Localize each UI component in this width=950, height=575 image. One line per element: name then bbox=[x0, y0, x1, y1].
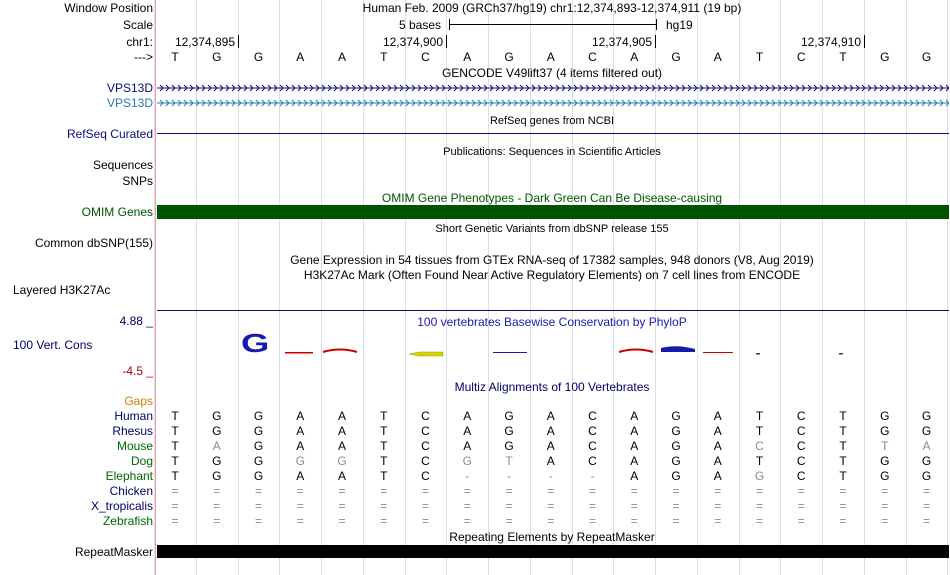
alignment-base: T bbox=[171, 424, 179, 438]
alignment-base: T bbox=[171, 439, 179, 453]
alignment-base: A bbox=[463, 409, 472, 423]
alignment-base: = bbox=[171, 514, 179, 528]
alignment-base: G bbox=[880, 424, 890, 438]
alignment-base: T bbox=[171, 469, 179, 483]
alignment-base: = bbox=[839, 514, 847, 528]
alignment-base: = bbox=[254, 514, 262, 528]
alignment-base: G bbox=[253, 454, 264, 468]
gencode-track-title: GENCODE V49lift37 (4 items filtered out) bbox=[441, 66, 663, 80]
alignment-base: A bbox=[713, 454, 722, 468]
strand-arrow-label: ---> bbox=[134, 50, 153, 64]
alignment-base: G bbox=[295, 454, 305, 468]
alignment-base: T bbox=[380, 409, 388, 423]
omim-gene-bar[interactable] bbox=[157, 205, 949, 219]
alignment-base: = bbox=[881, 499, 889, 513]
gtex-track-title: Gene Expression in 54 tissues from GTEx RNA-seq of 17382 samples, 948 donors (V8, Aug 2019) bbox=[290, 253, 814, 267]
alignment-base: A bbox=[713, 439, 722, 453]
reference-base: A bbox=[630, 50, 639, 64]
alignment-base: - bbox=[465, 469, 470, 483]
alignment-base: G bbox=[921, 469, 932, 483]
alignment-base: = bbox=[755, 499, 763, 513]
alignment-base: = bbox=[338, 514, 346, 528]
reference-base: T bbox=[171, 50, 179, 64]
alignment-base: = bbox=[714, 499, 722, 513]
alignment-base: A bbox=[713, 424, 722, 438]
alignment-base: = bbox=[714, 514, 722, 528]
scale-label: Scale bbox=[122, 18, 153, 32]
alignment-base: T bbox=[839, 439, 847, 453]
alignment-base: = bbox=[338, 484, 346, 498]
layered-h3k27ac-label[interactable]: Layered H3K27Ac bbox=[13, 283, 111, 297]
ruler-tick bbox=[446, 35, 447, 48]
alignment-base: G bbox=[212, 409, 222, 423]
alignment-base: = bbox=[588, 484, 596, 498]
alignment-base: = bbox=[213, 499, 221, 513]
alignment-base: - bbox=[507, 469, 511, 483]
assembly-position-text: Human Feb. 2009 (GRCh37/hg19) chr1:12,374,893-12,374,911 (19 bp) bbox=[362, 1, 742, 15]
alignment-base: A bbox=[713, 409, 722, 423]
alignment-base: = bbox=[839, 499, 847, 513]
reference-base: A bbox=[337, 50, 346, 64]
alignment-base: = bbox=[296, 499, 304, 513]
alignment-base: = bbox=[547, 484, 555, 498]
species-label[interactable]: Elephant bbox=[105, 469, 153, 483]
scale-bar-left-tick bbox=[449, 19, 450, 30]
alignment-base: G bbox=[337, 454, 347, 468]
alignment-base: = bbox=[547, 499, 555, 513]
refseq-curated-label[interactable]: RefSeq Curated bbox=[66, 127, 153, 141]
alignment-base: G bbox=[212, 469, 222, 483]
alignment-base: = bbox=[881, 514, 889, 528]
reference-base: C bbox=[588, 50, 597, 64]
reference-base: C bbox=[796, 50, 806, 64]
scale-bases-text: 5 bases bbox=[399, 18, 442, 32]
reference-base: G bbox=[921, 50, 932, 64]
alignment-base: = bbox=[213, 484, 221, 498]
alignment-base: = bbox=[755, 514, 763, 528]
reference-base: A bbox=[546, 50, 555, 64]
reference-base: A bbox=[713, 50, 722, 64]
alignment-base: G bbox=[880, 469, 890, 483]
alignment-base: G bbox=[671, 469, 681, 483]
alignment-base: A bbox=[463, 424, 472, 438]
reference-base: A bbox=[296, 50, 305, 64]
alignment-base: G bbox=[212, 454, 222, 468]
species-label[interactable]: Zebrafish bbox=[102, 514, 153, 528]
alignment-base: C bbox=[421, 454, 430, 468]
alignment-base: G bbox=[671, 454, 681, 468]
alignment-base: = bbox=[254, 484, 262, 498]
alignment-base: T bbox=[171, 409, 179, 423]
alignment-base: = bbox=[755, 484, 763, 498]
repeatmasker-bar[interactable] bbox=[157, 545, 949, 558]
vps13d-transcript-1[interactable] bbox=[157, 80, 949, 96]
alignment-base: = bbox=[171, 499, 179, 513]
vps13d-transcript-2-svg bbox=[157, 95, 949, 111]
reference-base: T bbox=[380, 50, 388, 64]
alignment-base: G bbox=[921, 424, 932, 438]
alignment-base: = bbox=[630, 514, 638, 528]
alignment-base: = bbox=[380, 514, 388, 528]
alignment-base: = bbox=[421, 514, 429, 528]
alignment-base: - bbox=[548, 469, 553, 483]
reference-base: G bbox=[671, 50, 681, 64]
alignment-base: A bbox=[212, 439, 221, 453]
alignment-base: C bbox=[421, 409, 430, 423]
vps13d-transcript-1-svg bbox=[157, 80, 949, 96]
vps13d-label-1[interactable]: VPS13D bbox=[106, 81, 153, 95]
snps-label[interactable]: SNPs bbox=[122, 174, 153, 188]
alignment-base: A bbox=[630, 409, 639, 423]
cons-min-label: -4.5 _ bbox=[122, 364, 153, 378]
reference-base: G bbox=[212, 50, 222, 64]
ruler-tick bbox=[238, 35, 239, 48]
alignment-base: = bbox=[922, 514, 930, 528]
alignment-base: G bbox=[921, 409, 932, 423]
ruler-tick bbox=[655, 35, 656, 48]
alignment-base: T bbox=[755, 424, 764, 438]
alignment-base: G bbox=[212, 424, 222, 438]
scale-bar-right-tick bbox=[656, 19, 657, 30]
alignment-base: T bbox=[380, 454, 388, 468]
alignment-base: A bbox=[630, 469, 639, 483]
alignment-base: A bbox=[546, 439, 555, 453]
alignment-base: C bbox=[421, 469, 430, 483]
refseq-gene-line[interactable] bbox=[157, 133, 949, 134]
chromosome-label: chr1: bbox=[126, 35, 153, 49]
alignment-base: = bbox=[922, 499, 930, 513]
vps13d-transcript-2[interactable] bbox=[157, 95, 949, 111]
ruler-position-label: 12,374,910 bbox=[800, 35, 861, 49]
alignment-base: G bbox=[671, 439, 681, 453]
alignment-base: T bbox=[380, 469, 388, 483]
alignment-base: = bbox=[505, 484, 513, 498]
species-label[interactable]: Human bbox=[114, 409, 153, 423]
alignment-base: T bbox=[505, 454, 513, 468]
alignment-base: G bbox=[253, 409, 264, 423]
alignment-base: = bbox=[797, 484, 805, 498]
alignment-base: T bbox=[380, 424, 388, 438]
species-label[interactable]: Rhesus bbox=[112, 424, 153, 438]
alignment-base: T bbox=[380, 439, 388, 453]
cons-max-label: 4.88 _ bbox=[119, 314, 153, 328]
alignment-base: = bbox=[797, 514, 805, 528]
alignment-base: = bbox=[588, 514, 596, 528]
alignment-base: = bbox=[630, 499, 638, 513]
reference-base: G bbox=[880, 50, 890, 64]
species-label[interactable]: X_tropicalis bbox=[90, 499, 153, 513]
repeatmasker-track-title: Repeating Elements by RepeatMasker bbox=[449, 530, 655, 544]
alignment-base: C bbox=[755, 439, 764, 453]
alignment-base: = bbox=[463, 484, 471, 498]
alignment-base: - bbox=[590, 469, 595, 483]
alignment-base: = bbox=[213, 514, 221, 528]
alignment-base: = bbox=[463, 499, 471, 513]
alignment-base: T bbox=[171, 454, 179, 468]
alignment-base: T bbox=[839, 424, 847, 438]
alignment-base: = bbox=[672, 514, 680, 528]
alignment-base: T bbox=[881, 439, 889, 453]
alignment-base: = bbox=[421, 484, 429, 498]
reference-base: A bbox=[463, 50, 472, 64]
sequences-label[interactable]: Sequences bbox=[92, 158, 153, 172]
common-dbsnp-label[interactable]: Common dbSNP(155) bbox=[34, 236, 153, 250]
alignment-base: G bbox=[671, 409, 681, 423]
alignment-base: C bbox=[421, 424, 430, 438]
alignment-base: G bbox=[504, 409, 514, 423]
alignment-base: T bbox=[839, 409, 847, 423]
phylop-logo-first-base: G bbox=[241, 328, 270, 358]
alignment-base: G bbox=[504, 439, 514, 453]
alignment-base: = bbox=[922, 484, 930, 498]
alignment-base: G bbox=[671, 424, 681, 438]
alignment-base: A bbox=[337, 424, 346, 438]
alignment-base: = bbox=[380, 499, 388, 513]
vps13d-label-2[interactable]: VPS13D bbox=[106, 96, 153, 110]
alignment-base: G bbox=[253, 439, 264, 453]
alignment-base: = bbox=[380, 484, 388, 498]
gaps-label[interactable]: Gaps bbox=[124, 394, 153, 408]
alignment-base: = bbox=[630, 484, 638, 498]
alignment-base: = bbox=[171, 484, 179, 498]
alignment-base: T bbox=[755, 454, 764, 468]
alignment-base: G bbox=[253, 424, 264, 438]
alignment-base: G bbox=[921, 454, 932, 468]
alignment-base: G bbox=[253, 469, 264, 483]
alignment-base: C bbox=[796, 424, 806, 438]
scale-db-text: hg19 bbox=[666, 18, 693, 32]
alignment-base: G bbox=[880, 454, 890, 468]
vert-cons-label[interactable]: 100 Vert. Cons bbox=[13, 338, 93, 352]
alignment-base: C bbox=[421, 439, 430, 453]
scale-bar bbox=[449, 24, 656, 25]
alignment-base: G bbox=[462, 454, 472, 468]
alignment-base: A bbox=[546, 409, 555, 423]
alignment-base: C bbox=[588, 454, 597, 468]
alignment-base: = bbox=[588, 499, 596, 513]
window-position-label: Window Position bbox=[64, 1, 153, 15]
omim-genes-label[interactable]: OMIM Genes bbox=[81, 205, 153, 219]
alignment-base: A bbox=[296, 439, 305, 453]
alignment-base: A bbox=[630, 424, 639, 438]
alignment-base: A bbox=[296, 424, 305, 438]
alignment-base: C bbox=[588, 424, 597, 438]
label-separator bbox=[155, 0, 156, 575]
short-variants-track-title: Short Genetic Variants from dbSNP release 155 bbox=[435, 223, 669, 235]
alignment-base: A bbox=[546, 454, 555, 468]
alignment-base: C bbox=[796, 454, 806, 468]
alignment-base: A bbox=[296, 409, 305, 423]
alignment-base: A bbox=[546, 424, 555, 438]
species-label[interactable]: Chicken bbox=[109, 484, 153, 498]
ruler-position-label: 12,374,895 bbox=[174, 35, 235, 49]
alignment-base: C bbox=[588, 409, 597, 423]
ruler-tick bbox=[864, 35, 865, 48]
phylop-track-title: 100 vertebrates Basewise Conservation by PhyloP bbox=[417, 315, 687, 329]
reference-base: G bbox=[504, 50, 514, 64]
alignment-base: = bbox=[547, 514, 555, 528]
alignment-base: A bbox=[630, 454, 639, 468]
omim-track-title: OMIM Gene Phenotypes - Dark Green Can Be Disease-causing bbox=[381, 191, 723, 205]
alignment-base: = bbox=[881, 484, 889, 498]
alignment-base: G bbox=[880, 409, 890, 423]
reference-base: T bbox=[755, 50, 764, 64]
alignment-base: = bbox=[839, 484, 847, 498]
alignment-base: A bbox=[713, 469, 722, 483]
publications-track-title: Publications: Sequences in Scientific Articles bbox=[443, 146, 661, 158]
ruler-position-label: 12,374,900 bbox=[382, 35, 443, 49]
ruler-position-label: 12,374,905 bbox=[591, 35, 652, 49]
alignment-base: A bbox=[337, 469, 346, 483]
alignment-base: T bbox=[839, 469, 847, 483]
alignment-base: = bbox=[421, 499, 429, 513]
h3k27ac-track-title: H3K27Ac Mark (Often Found Near Active Regulatory Elements) on 7 cell lines from ENCODE bbox=[303, 268, 801, 282]
alignment-base: G bbox=[754, 469, 765, 483]
species-label[interactable]: Dog bbox=[130, 454, 153, 468]
refseq-track-title: RefSeq genes from NCBI bbox=[489, 115, 615, 127]
reference-base: G bbox=[253, 50, 264, 64]
reference-base: T bbox=[839, 50, 847, 64]
alignment-base: C bbox=[796, 439, 806, 453]
h3k27ac-baseline bbox=[157, 310, 949, 311]
alignment-base: = bbox=[254, 499, 262, 513]
species-label[interactable]: Mouse bbox=[116, 439, 153, 453]
alignment-base: = bbox=[672, 499, 680, 513]
alignment-base: = bbox=[296, 514, 304, 528]
alignment-base: A bbox=[463, 439, 472, 453]
alignment-base: A bbox=[337, 409, 346, 423]
alignment-base: = bbox=[338, 499, 346, 513]
alignment-base: C bbox=[588, 439, 597, 453]
alignment-base: A bbox=[296, 469, 305, 483]
alignment-base: = bbox=[672, 484, 680, 498]
alignment-base: A bbox=[922, 439, 931, 453]
alignment-base: = bbox=[505, 499, 513, 513]
alignment-base: G bbox=[504, 424, 514, 438]
reference-base: C bbox=[421, 50, 430, 64]
alignment-base: A bbox=[630, 439, 639, 453]
alignment-base: = bbox=[463, 514, 471, 528]
alignment-base: = bbox=[505, 514, 513, 528]
alignment-base: A bbox=[337, 439, 346, 453]
repeatmasker-label[interactable]: RepeatMasker bbox=[74, 545, 153, 559]
alignment-base: = bbox=[714, 484, 722, 498]
alignment-base: T bbox=[755, 409, 764, 423]
alignment-base: C bbox=[796, 469, 806, 483]
alignment-base: = bbox=[296, 484, 304, 498]
alignment-base: = bbox=[797, 499, 805, 513]
alignment-base: C bbox=[796, 409, 806, 423]
phylop-logo-marks bbox=[157, 335, 949, 365]
alignment-base: T bbox=[839, 454, 847, 468]
multiz-track-title: Multiz Alignments of 100 Vertebrates bbox=[454, 380, 650, 394]
